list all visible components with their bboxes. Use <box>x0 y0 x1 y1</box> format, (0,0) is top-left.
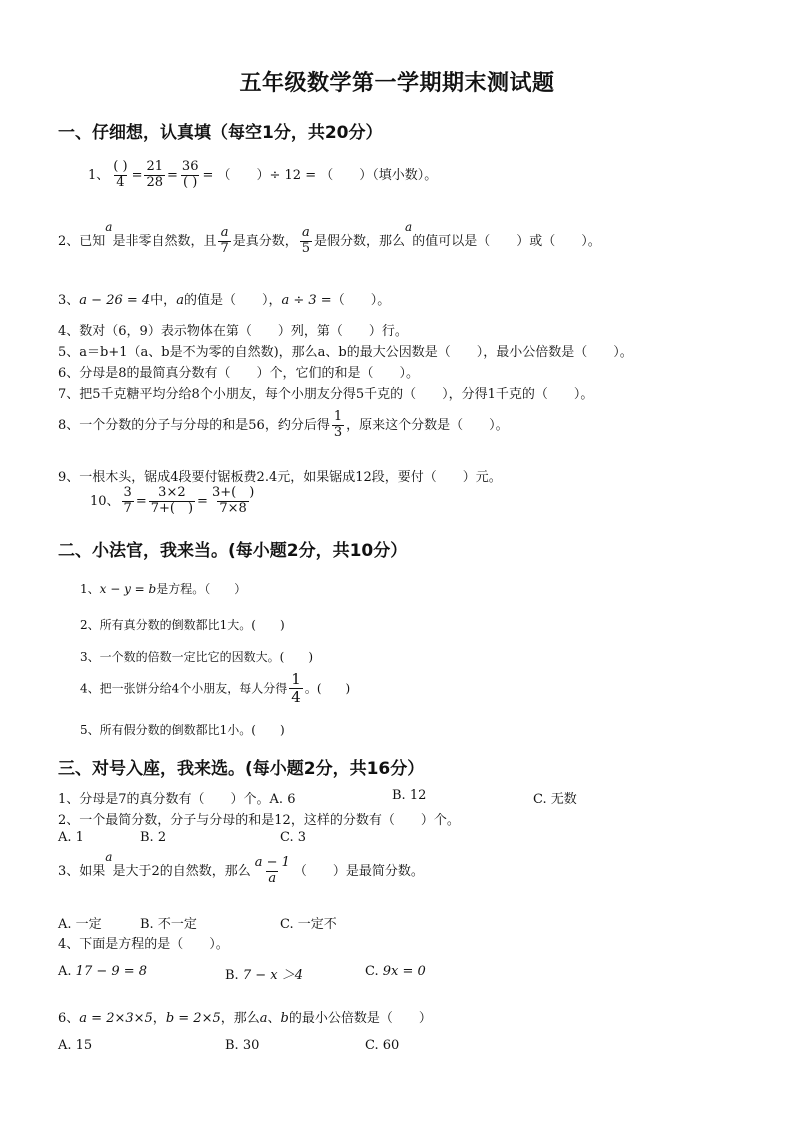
fraction: $\frac{3+( )}{7\times 8}$ <box>211 485 255 516</box>
fraction: $\frac{3\times 2}{7+( )}$ <box>150 485 194 516</box>
s1-question-4: 4、数对（6，9）表示物体在第（ ）列，第（ ）行。 <box>58 324 408 339</box>
s3-question-1: 1、分母是7的真分数有（ ）个。A. 6 <box>58 792 296 807</box>
s3-q3-option-b: B. 不一定 <box>140 917 197 932</box>
s3-q4-option-a: A. 17 − 9 = 8 <box>58 964 148 979</box>
s2-question-4: 4、把一张饼分给4个小朋友，每人分得 $\frac{1}{4}$ 。( ) <box>80 670 351 707</box>
s3-q6-option-c: C. 60 <box>365 1038 400 1053</box>
s2-question-3: 3、一个数的倍数一定比它的因数大。( ) <box>80 650 313 664</box>
s1-question-5: 5、a＝b+1（a、b是不为零的自然数)，那么a、b的最大公因数是（ ），最小公倍数是（ ）。 <box>58 345 633 360</box>
fraction: $\frac{21}{28}$ <box>146 159 164 190</box>
s2-question-5: 5、所有假分数的倒数都比1小。( ) <box>80 723 285 737</box>
s2-question-2: 2、所有真分数的倒数都比1大。( ) <box>80 618 285 632</box>
fraction: $\frac{a}{5}$ <box>301 225 311 256</box>
s3-q3-option-c: C. 一定不 <box>280 917 337 932</box>
section3-heading: 三、对号入座，我来选。(每小题2分，共16分） <box>58 759 425 779</box>
s3-q1-option-b: B. 12 <box>392 788 427 803</box>
section2-heading: 二、小法官，我来当。(每小题2分，共10分） <box>58 541 408 561</box>
s3-q2-option-b: B. 2 <box>140 830 167 845</box>
fraction: $\frac{a}{7}$ <box>220 225 229 256</box>
s1-question-6: 6、分母是8的最简真分数有（ ）个，它们的和是（ ）。 <box>58 366 420 381</box>
fraction: $\frac{36}{( )}$ <box>181 159 199 190</box>
s3-q6-option-b: B. 30 <box>225 1038 260 1053</box>
s1-question-8: 8、一个分数的分子与分母的和是56，约分后得 $\frac{1}{3}$ ，原来这个分数是（ ）。 <box>58 409 509 440</box>
s3-q2-option-a: A. 1 <box>58 830 84 845</box>
fraction: $\frac{3}{7}$ <box>123 485 132 516</box>
fraction: $\frac{1}{3}$ <box>333 409 343 440</box>
fraction: $\frac{a - 1}{a}$ <box>254 855 290 886</box>
s3-q4-option-b: B. 7 − x ＞4 <box>225 968 303 983</box>
s3-q4-option-c: C. 9x = 0 <box>365 964 426 979</box>
s3-q2-option-c: C. 3 <box>280 830 307 845</box>
s3-q1-option-c: C. 无数 <box>533 792 577 807</box>
s3-question-2: 2、一个最简分数，分子与分母的和是12，这样的分数有（ ）个。 <box>58 813 460 828</box>
s1-question-7: 7、把5千克糖平均分给8个小朋友，每个小朋友分得5千克的（ ），分得1千克的（ ）。 <box>58 387 594 402</box>
s3-q6-option-a: A. 15 <box>58 1038 93 1053</box>
s1-question-3: 3、a − 26 = 4中，a的值是（ ），a ÷ 3 =（ ）。 <box>58 293 391 308</box>
fraction: $\frac{( )}{4}$ <box>113 159 128 190</box>
s1-question-1: 1、 $\frac{( )}{4}$ = $\frac{21}{28}$ = $\frac{36}{( )}$ = （ ）÷ 12 = （ ）（填小数）。 <box>88 159 438 190</box>
s2-question-1: 1、x − y = b是方程。（ ） <box>80 582 247 596</box>
s1-question-2: 2、已知a是非零自然数，且 $\frac{a}{7}$ 是真分数， $\frac{a}{5}$ 是假分数，那么a的值可以是（ ）或（ ）。 <box>58 219 601 256</box>
s3-question-6: 6、a = 2×3×5，b = 2×5，那么a、b的最小公倍数是（ ） <box>58 1011 432 1026</box>
s3-question-3: 3、如果a是大于2的自然数，那么 $\frac{a - 1}{a}$ （ ）是最简分数。 <box>58 849 424 886</box>
s1-question-10: 10、 $\frac{3}{7}$ = $\frac{3\times 2}{7+( )}$ = $\frac{3+( )}{7\times 8}$ <box>90 485 255 516</box>
fraction: $\frac{1}{4}$ <box>291 670 301 707</box>
page-title: 五年级数学第一学期期末测试题 <box>239 71 555 96</box>
s1-question-9: 9、一根木头，锯成4段要付锯板费2.4元，如果锯成12段，要付（ ）元。 <box>58 470 502 485</box>
s3-question-4: 4、下面是方程的是（ ）。 <box>58 937 229 952</box>
s3-q3-option-a: A. 一定 <box>58 917 102 932</box>
section1-heading: 一、仔细想，认真填（每空1分，共20分） <box>58 123 383 143</box>
